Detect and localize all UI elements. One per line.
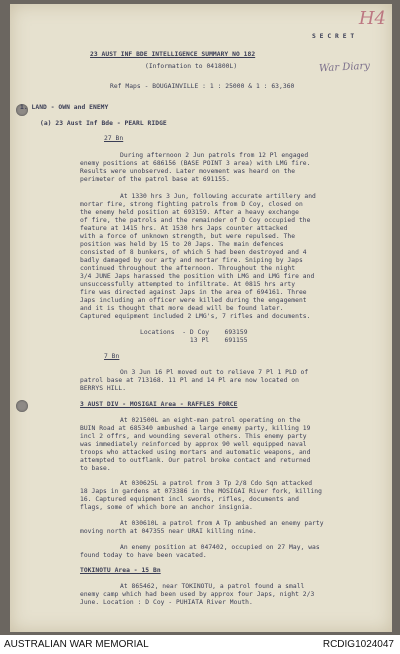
text-line: 16. Captured equipment incl swords, rifles, documents and [80, 496, 299, 503]
text-line: Results were unobserved. Later movement was heard on the [80, 168, 296, 175]
text-line: June. Location : D Coy - PUHIATA River Mouth. [80, 599, 253, 606]
text-line: was immediately reinforced by approx 90 well equipped naval [80, 441, 307, 448]
text-line: 18 Japs in gardens at 073386 in the MOSIGAI River fork, killing [80, 488, 322, 495]
text-line: enemy positions at 686156 (BASE POINT 3 area) with LMG fire. [80, 160, 311, 167]
text-line: On 3 Jun 16 Pl moved out to relieve 7 Pl 1 PLD of [120, 369, 309, 376]
page-number-stamp: H4 [358, 8, 386, 29]
section-heading: 1. LAND - OWN and ENEMY [20, 104, 109, 111]
text-line: patrol base at 713168. 11 Pl and 14 Pl are now located on [80, 377, 299, 384]
text-line: BUIN Road at 685340 ambushed a large enemy party, killing 19 [80, 425, 311, 432]
text-line: found today to have been vacated. [80, 552, 207, 559]
text-line: At 030625L a patrol from 3 Tp 2/8 Cdo Sqn attacked [120, 480, 313, 487]
text-line: position was held by 15 to 20 Japs. The main defences [80, 241, 284, 248]
text-line: At 1330 hrs 3 Jun, following accurate artillery and [120, 193, 316, 200]
archive-footer [0, 635, 400, 654]
text-line: unsuccessfully attempted to infiltrate. At 0815 hrs arty [80, 281, 296, 288]
text-line: enemy camp which had been used by approx four Japs, night 2/3 [80, 591, 315, 598]
text-line: mortar fire, strong fighting patrols from D Coy, closed on [80, 201, 303, 208]
unit-heading: 7 Bn [104, 353, 120, 360]
text-line: An enemy position at 047402, occupied on 27 May, was [120, 544, 320, 551]
reference-maps: Ref Maps - BOUGAINVILLE : 1 : 25000 & 1 : 63,360 [110, 83, 295, 90]
text-line: with a force of unknown strength, but were repulsed. The [80, 233, 296, 240]
text-line: badly damaged by our arty and mortar fire. Sniping by Japs [80, 257, 303, 264]
text-line: perimeter of the patrol base at 691155. [80, 176, 230, 183]
text-line: flags, some of which bore an anchor insignia. [80, 504, 253, 511]
text-line: feature at 1415 hrs. At 1530 hrs Japs counter attacked [80, 225, 288, 232]
text-line: Captured equipment included 2 LMG's, 7 rifles and documents. [80, 313, 311, 320]
text-line: 3/4 JUNE Japs harassed the position with LMG and LMG fire and [80, 273, 315, 280]
unit-heading: 27 Bn [104, 135, 124, 142]
punch-hole [16, 400, 28, 412]
text-line: to base. [80, 465, 111, 472]
text-line: and it is thought that more dead will be found later. [80, 305, 284, 312]
archive-name: AUSTRALIAN WAR MEMORIAL [4, 639, 149, 650]
archive-record-id: RCDIG1024047 [322, 639, 394, 650]
text-line: consisted of 8 bunkers, of which 5 had been destroyed and 4 [80, 249, 307, 256]
text-line: the enemy held position at 693159. After a heavy exchange [80, 209, 299, 216]
text-line: 13 Pl 691155 [140, 337, 248, 344]
text-line: continued throughout the afternoon. Throughout the night [80, 265, 296, 272]
text-line: Locations - D Coy 693159 [140, 329, 248, 336]
division-heading: 3 AUST DIV - MOSIGAI Area - RAFFLES FORCE [80, 401, 238, 408]
text-line: of fire, the patrols and the remainder of D Coy occupied the [80, 217, 311, 224]
text-line: moving north at 047355 near URAI killing nine. [80, 528, 257, 535]
document-title: 23 AUST INF BDE INTELLIGENCE SUMMARY NO 182 [90, 51, 256, 58]
subsection-heading: (a) 23 Aust Inf Bde - PEARL RIDGE [40, 120, 167, 127]
text-line: At 021500L an eight-man patrol operating on the [120, 417, 301, 424]
handwritten-annotation: War Diary [318, 60, 371, 75]
information-date: (Information to 041800L) [145, 63, 238, 70]
classification: S E C R E T [312, 33, 355, 40]
text-line: incl 2 offrs, and wounding several others. This enemy party [80, 433, 307, 440]
text-line: fire was directed against Japs in the area of 694161. Three [80, 289, 307, 296]
text-line: BERRYS HILL. [80, 385, 127, 392]
text-line: troops who attacked using mortars and automatic weapons, and [80, 449, 311, 456]
text-line: attempted to outflank. Our patrol broke contact and returned [80, 457, 311, 464]
document-page [10, 4, 392, 632]
text-line: At 865462, near TOKINOTU, a patrol found a small [120, 583, 305, 590]
area-heading: TOKINOTU Area - 15 Bn [80, 567, 161, 574]
text-line: Japs including an officer were killed during the engagement [80, 297, 307, 304]
text-line: At 030610L a patrol from A Tp ambushed an enemy party [120, 520, 324, 527]
text-line: During afternoon 2 Jun patrols from 12 Pl engaged [120, 152, 309, 159]
